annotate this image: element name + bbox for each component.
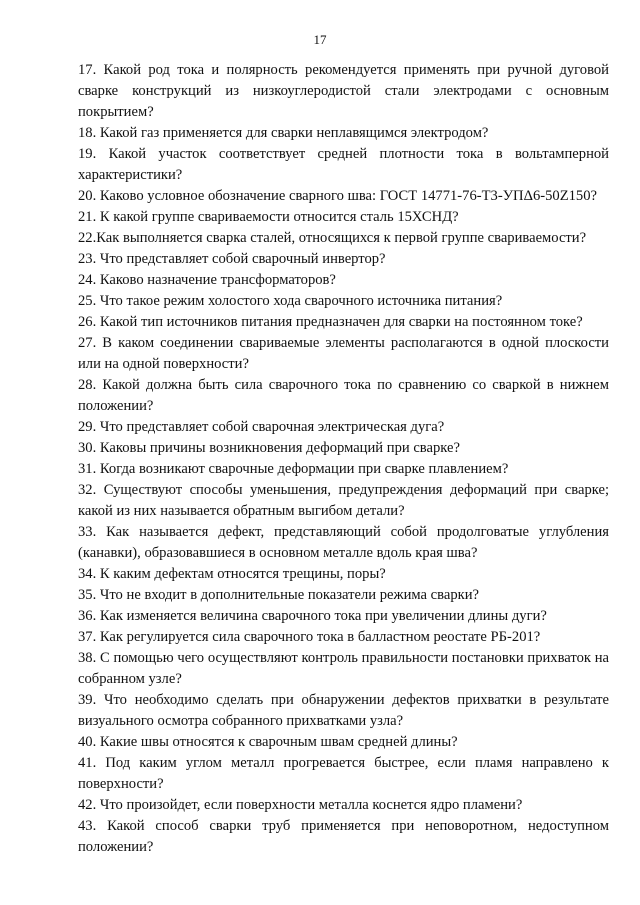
question-item: 29. Что представляет собой сварочная электрическая дуга?: [78, 419, 445, 435]
question-item: 27. В каком соединении свариваемые элементы располагаются в одной плоскости или на одной поверхности?: [78, 335, 609, 372]
question-item: 43. Какой способ сварки труб применяется при неповоротном, недоступном положении?: [78, 818, 609, 855]
question-item: 39. Что необходимо сделать при обнаружении дефектов прихватки в результате визуального осмотра собранного прихватками узла?: [78, 692, 609, 729]
question-item: 17. Какой род тока и полярность рекомендуется применять при ручной дуговой сварке конструкций из низкоуглеродистой стали электродами с основным покрытием?: [78, 62, 609, 120]
question-item: 20. Каково условное обозначение сварного шва: ГОСТ 14771-76-Т3-УПΔ6-50Z150?: [78, 188, 597, 204]
question-item: 21. К какой группе свариваемости относится сталь 15ХСНД?: [78, 209, 459, 225]
question-item: 30. Каковы причины возникновения деформаций при сварке?: [78, 440, 460, 456]
question-item: 31. Когда возникают сварочные деформации при сварке плавлением?: [78, 461, 509, 477]
question-item: 22.Как выполняется сварка сталей, относящихся к первой группе свариваемости?: [78, 230, 587, 246]
question-item: 18. Какой газ применяется для сварки неплавящимся электродом?: [78, 125, 489, 141]
question-item: 40. Какие швы относятся к сварочным швам средней длины?: [78, 734, 458, 750]
question-item: 33. Как называется дефект, представляющий собой продолговатые углубления (канавки), образовавшиеся в основном металле вдоль края шва?: [78, 524, 609, 561]
question-item: 42. Что произойдет, если поверхности металла коснется ядро пламени?: [78, 797, 523, 813]
question-item: 24. Каково назначение трансформаторов?: [78, 272, 336, 288]
question-list: [78, 60, 609, 858]
question-item: 23. Что представляет собой сварочный инвертор?: [78, 251, 386, 267]
question-item: 38. С помощью чего осуществляют контроль правильности постановки прихваток на собранном узле?: [78, 650, 609, 687]
question-item: 37. Как регулируется сила сварочного тока в балластном реостате РБ-201?: [78, 629, 541, 645]
question-item: 34. К каким дефектам относятся трещины, поры?: [78, 566, 386, 582]
question-item: 25. Что такое режим холостого хода сварочного источника питания?: [78, 293, 503, 309]
question-item: 19. Какой участок соответствует средней плотности тока в вольтамперной характеристики?: [78, 146, 609, 183]
question-item: 28. Какой должна быть сила сварочного тока по сравнению со сваркой в нижнем положении?: [78, 377, 609, 414]
page-number: 17: [313, 32, 327, 47]
question-item: 35. Что не входит в дополнительные показатели режима сварки?: [78, 587, 479, 603]
question-item: 36. Как изменяется величина сварочного тока при увеличении длины дуги?: [78, 608, 547, 624]
question-item: 32. Существуют способы уменьшения, предупреждения деформаций при сварке; какой из них называется обратным выгибом детали?: [78, 482, 609, 519]
question-item: 26. Какой тип источников питания предназначен для сварки на постоянном токе?: [78, 314, 583, 330]
question-item: 41. Под каким углом металл прогревается быстрее, если пламя направлено к поверхности?: [78, 755, 609, 792]
